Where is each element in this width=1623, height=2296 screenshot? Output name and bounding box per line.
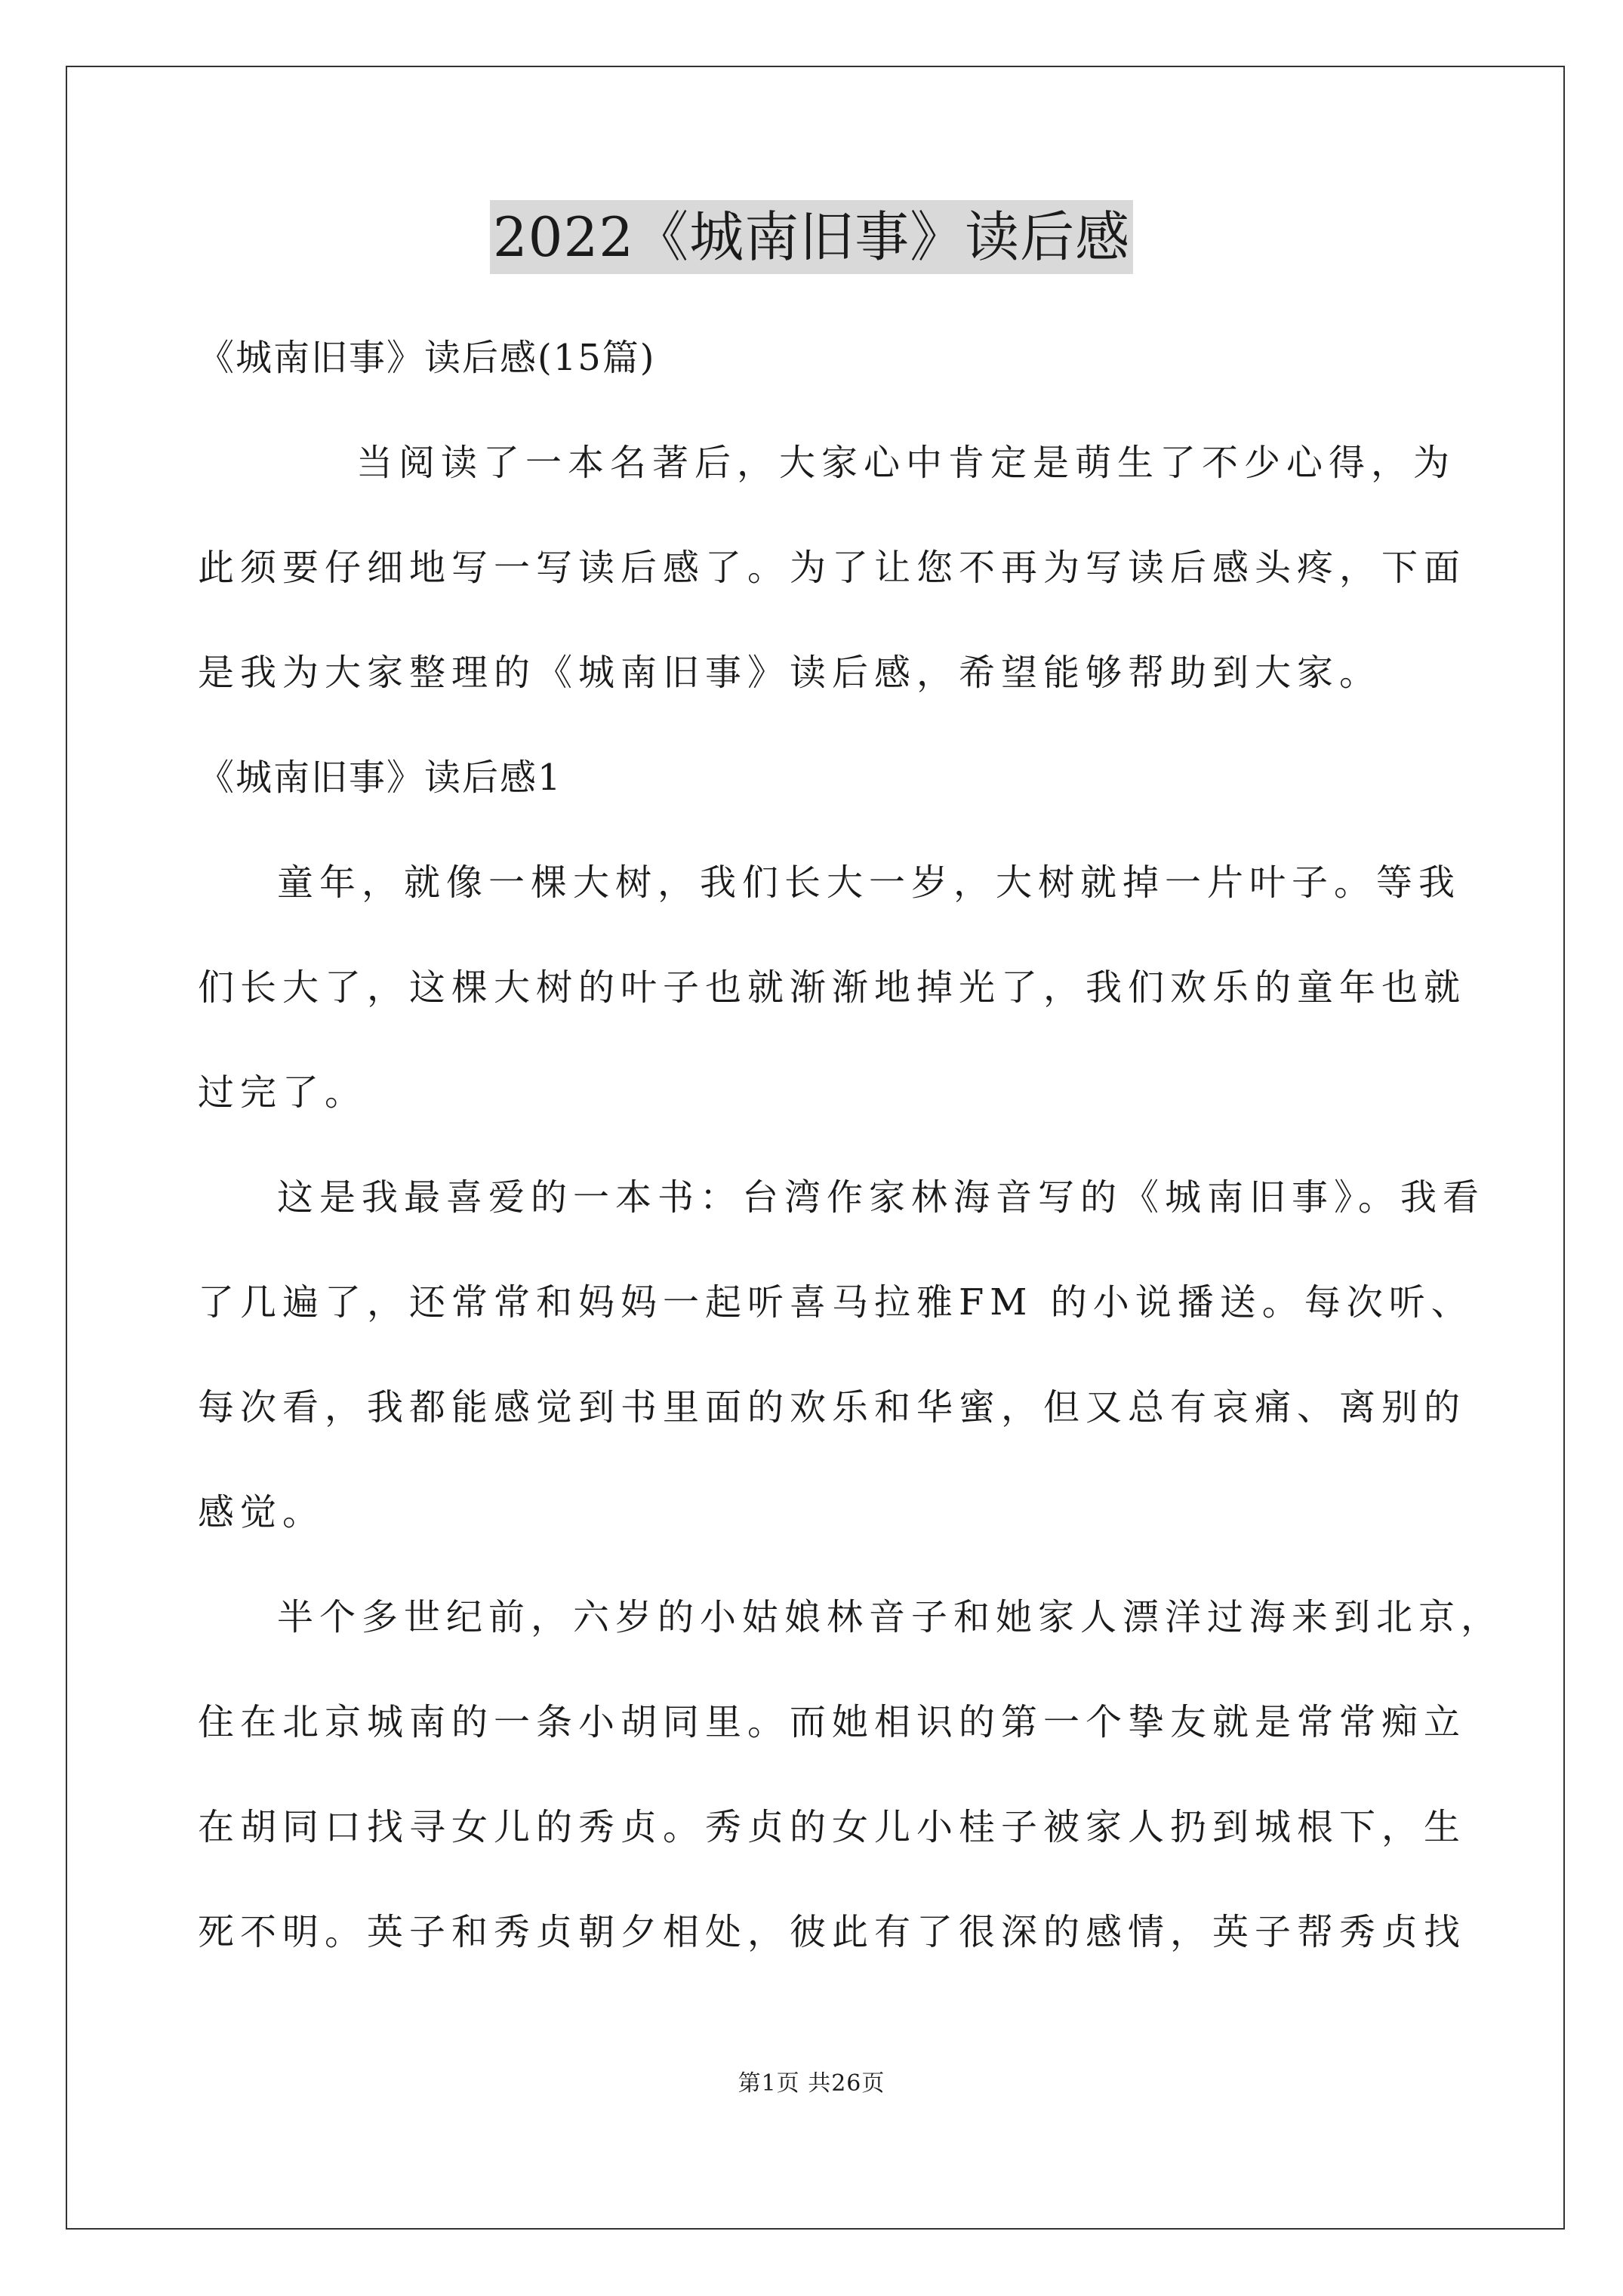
paragraph-line: 每次看，我都能感觉到书里面的欢乐和华蜜，但又总有哀痛、离别的	[198, 1386, 1467, 1428]
section-heading: 《城南旧事》读后感1	[198, 757, 562, 799]
paragraph-line: 们长大了，这棵大树的叶子也就渐渐地掉光了，我们欢乐的童年也就	[198, 966, 1467, 1009]
paragraph-line: 感觉。	[198, 1491, 325, 1533]
paragraph-line: 此须要仔细地写一写读后感了。为了让您不再为写读后感头疼，下面	[198, 547, 1467, 589]
paragraph-line: 当阅读了一本名著后，大家心中肯定是萌生了不少心得，为	[356, 442, 1456, 484]
paragraph-line: 住在北京城南的一条小胡同里。而她相识的第一个挚友就是常常痴立	[198, 1701, 1467, 1743]
collection-subtitle: 《城南旧事》读后感(15篇)	[198, 337, 656, 379]
paragraph-line: 过完了。	[198, 1071, 368, 1114]
paragraph-line: 是我为大家整理的《城南旧事》读后感，希望能够帮助到大家。	[198, 652, 1382, 694]
paragraph-line: 在胡同口找寻女儿的秀贞。秀贞的女儿小桂子被家人扔到城根下，生	[198, 1806, 1467, 1848]
paragraph-line: 半个多世纪前，六岁的小姑娘林音子和她家人漂洋过海来到北京，	[277, 1596, 1504, 1638]
paragraph-line: 这是我最喜爱的一本书：台湾作家林海音写的《城南旧事》。我看	[277, 1176, 1486, 1219]
title-container	[0, 200, 1623, 274]
page-footer	[0, 2069, 1623, 2099]
page-number: 第1页 共26页	[738, 2070, 885, 2097]
paragraph-line: 了几遍了，还常常和妈妈一起听喜马拉雅FM 的小说播送。每次听、	[198, 1281, 1474, 1324]
document-title: 2022《城南旧事》读后感	[490, 200, 1133, 274]
document-body	[198, 306, 1504, 1985]
paragraph-line: 童年，就像一棵大树，我们长大一岁，大树就掉一片叶子。等我	[277, 861, 1461, 904]
paragraph-line: 死不明。英子和秀贞朝夕相处，彼此有了很深的感情，英子帮秀贞找	[198, 1911, 1467, 1953]
